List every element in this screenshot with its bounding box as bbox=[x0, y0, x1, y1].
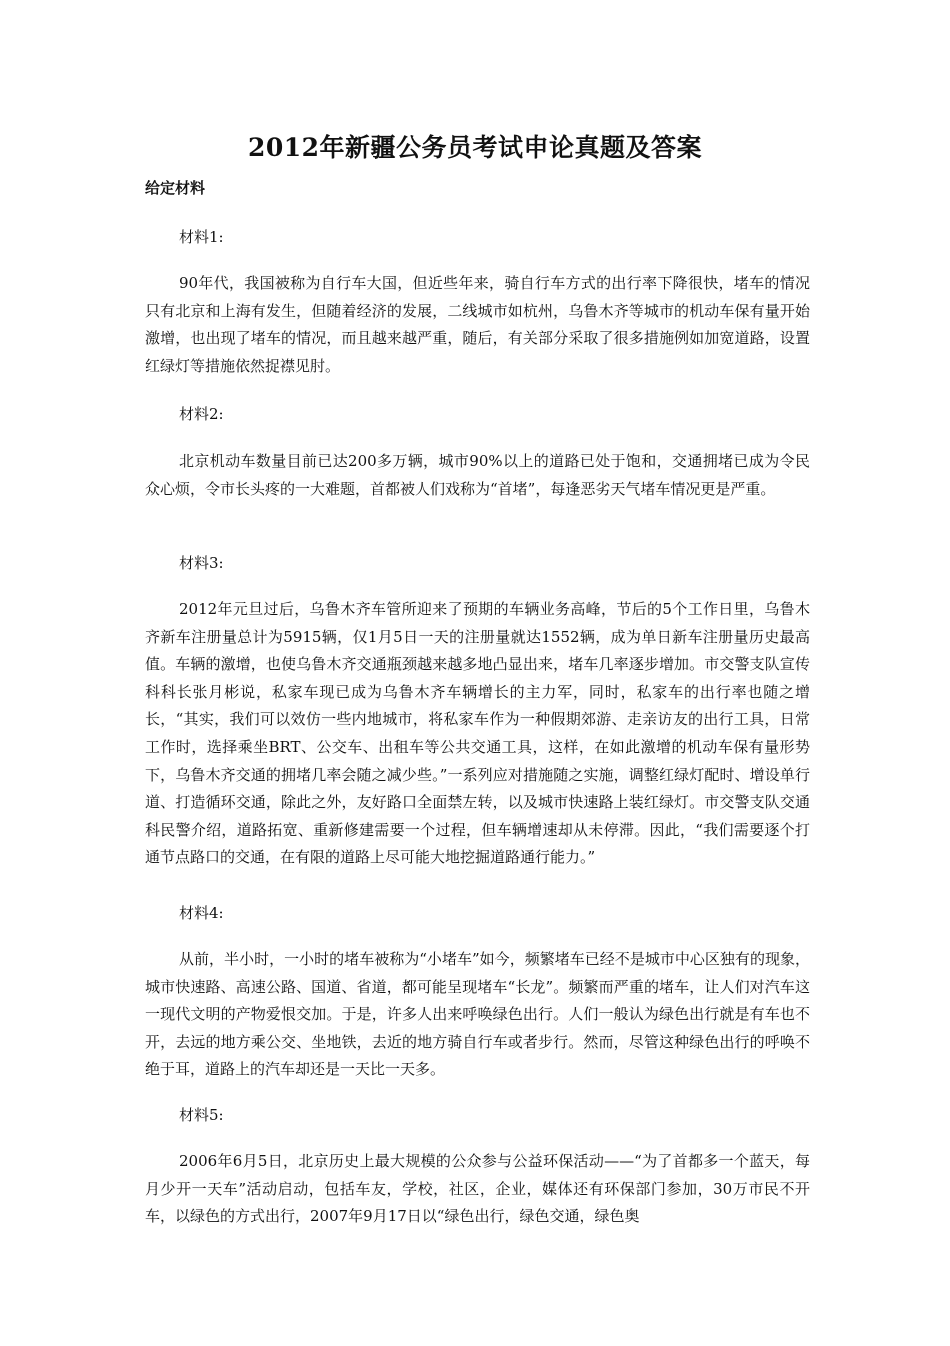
material-paragraph: 北京机动车数量目前已达200多万辆，城市90%以上的道路已处于饱和，交通拥堵已成为令民众心烦，令市长头疼的一大难题，首都被人们戏称为“首堵”，每逢恶劣天气堵车情况更是严重。 bbox=[145, 452, 810, 498]
material-label: 材料3: bbox=[179, 554, 224, 572]
material-label: 材料5: bbox=[179, 1106, 224, 1124]
document-title: 2012年新疆公务员考试申论真题及答案 bbox=[247, 133, 703, 162]
section-heading: 给定材料 bbox=[145, 179, 206, 197]
material-paragraph: 2006年6月5日，北京历史上最大规模的公众参与公益环保活动——“为了首都多一个蓝天，每月少开一天车”活动启动，包括车友，学校，社区，企业，媒体还有环保部门参加，30万市民不开车，以绿色的方式出行，2007年9月17日以“绿色出行，绿色交通，绿色奥 bbox=[145, 1152, 810, 1226]
material-paragraph: 2012年元旦过后，乌鲁木齐车管所迎来了预期的车辆业务高峰，节后的5个工作日里，乌鲁木齐新车注册量总计为5915辆，仅1月5日一天的注册量就达1552辆，成为单日新车注册量历史最高值。车辆的激增，也使乌鲁木齐交通瓶颈越来越多地凸显出来，堵车几率逐步增加。市交警支队宣传科科长张月彬说，私家车现已成为乌鲁木齐车辆增长的主力军，同时，私家车的出行率也随之增长，“其实，我们可以效仿一些内地城市，将私家车作为一种假期郊游、走亲访友的出行工具，日常工作时，选择乘坐BRT、公交车、出租车等公共交通工具，这样，在如此激增的机动车保有量形势下，乌鲁木齐交通的拥堵几率会随之减少些。”一系列应对措施随之实施，调整红绿灯配时、增设单行道、打造循环交通，除此之外，友好路口全面禁左转，以及城市快速路上装红绿灯。市交警支队交通科民警介绍，道路拓宽、重新修建需要一个过程，但车辆增速却从未停滞。因此，“我们需要逐个打通节点路口的交通，在有限的道路上尽可能大地挖掘道路通行能力。” bbox=[145, 600, 810, 867]
material-label: 材料2: bbox=[179, 405, 224, 423]
material-paragraph: 从前，半小时，一小时的堵车被称为“小堵车”如今，频繁堵车已经不是城市中心区独有的现象，城市快速路、高速公路、国道、省道，都可能呈现堵车“长龙”。频繁而严重的堵车，让人们对汽车这一现代文明的产物爱恨交加。于是，许多人出来呼唤绿色出行。人们一般认为绿色出行就是有车也不开，去远的地方乘公交、坐地铁，去近的地方骑自行车或者步行。然而，尽管这种绿色出行的呼唤不绝于耳，道路上的汽车却还是一天比一天多。 bbox=[145, 950, 810, 1079]
material-label: 材料1: bbox=[179, 228, 224, 246]
material-paragraph: 90年代，我国被称为自行车大国，但近些年来，骑自行车方式的出行率下降很快，堵车的情况只有北京和上海有发生，但随着经济的发展，二线城市如杭州，乌鲁木齐等城市的机动车保有量开始激增，也出现了堵车的情况，而且越来越严重，随后，有关部分采取了很多措施例如加宽道路，设置红绿灯等措施依然捉襟见肘。 bbox=[145, 274, 810, 375]
material-label: 材料4: bbox=[179, 904, 224, 922]
